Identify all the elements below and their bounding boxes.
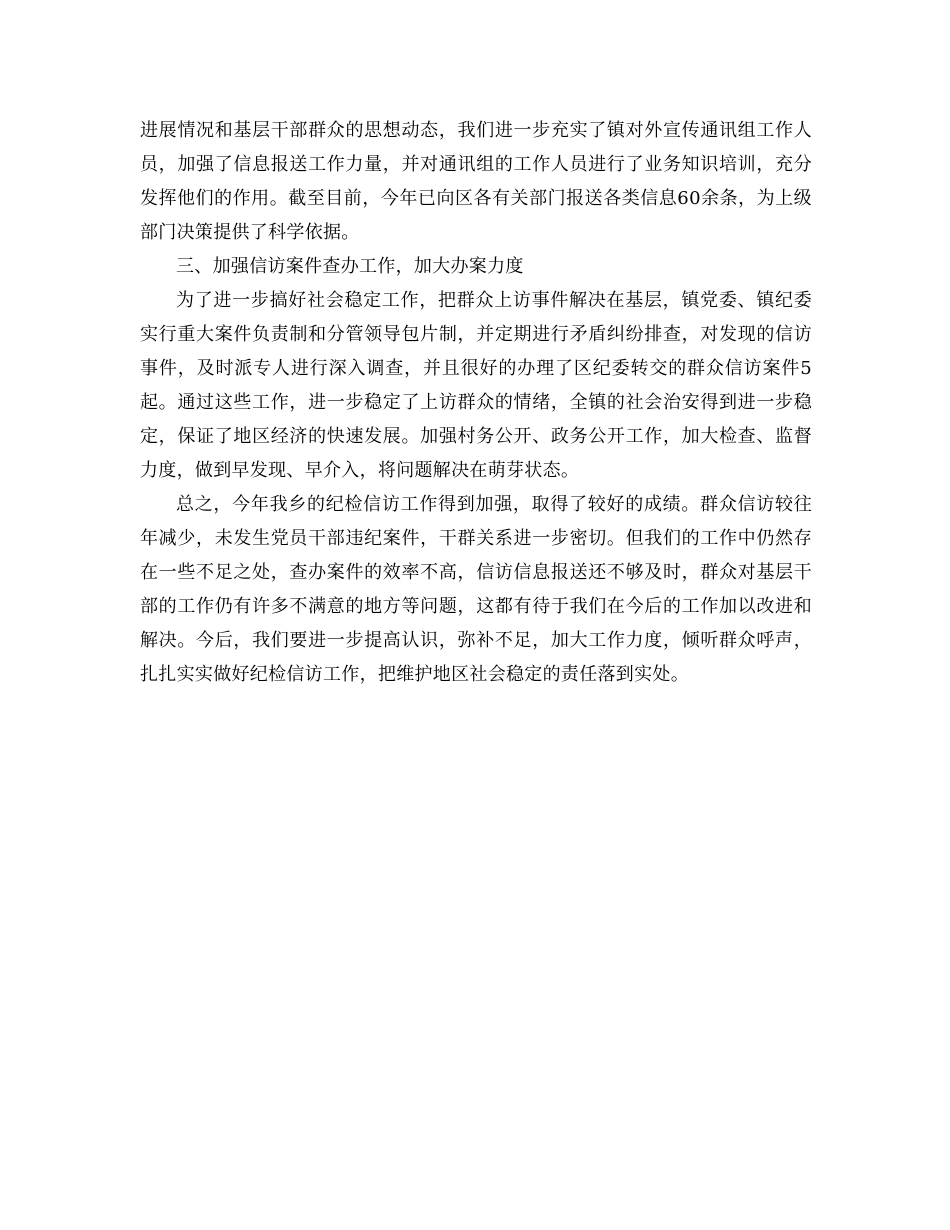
paragraph-petition-cases: 为了进一步搞好社会稳定工作，把群众上访事件解决在基层，镇党委、镇纪委实行重大案件负责制和分管领导包片制，并定期进行矛盾纠纷排查，对发现的信访事件，及时派专人进行深入调查，并且很好的办理了区纪委转交的群众信访案件5起。通过这些工作，进一步稳定了上访群众的情绪，全镇的社会治安得到进一步稳定，保证了地区经济的快速发展。加强村务公开、政务公开工作，加大检查、监督力度，做到早发现、早介入，将问题解决在萌芽状态。 [140,290,812,481]
section-heading: 三、加强信访案件查办工作，加大办案力度 [176,256,524,277]
paragraph-continuation: 进展情况和基层干部群众的思想动态，我们进一步充实了镇对外宣传通讯组工作人员，加强了信息报送工作力量，并对通讯组的工作人员进行了业务知识培训，充分发挥他们的作用。截至目前，今年已向区各有关部门报送各类信息60余条，为上级部门决策提供了科学依据。 [140,120,812,243]
document-body [140,114,812,692]
paragraph-summary: 总之，今年我乡的纪检信访工作得到加强，取得了较好的成绩。群众信访较往年减少，未发生党员干部违纪案件，干群关系进一步密切。但我们的工作中仍然存在一些不足之处，查办案件的效率不高，信访信息报送还不够及时，群众对基层干部的工作仍有许多不满意的地方等问题，这都有待于我们在今后的工作加以改进和解决。今后，我们要进一步提高认识，弥补不足，加大工作力度，倾听群众呼声，扎扎实实做好纪检信访工作，把维护地区社会稳定的责任落到实处。 [140,494,812,685]
